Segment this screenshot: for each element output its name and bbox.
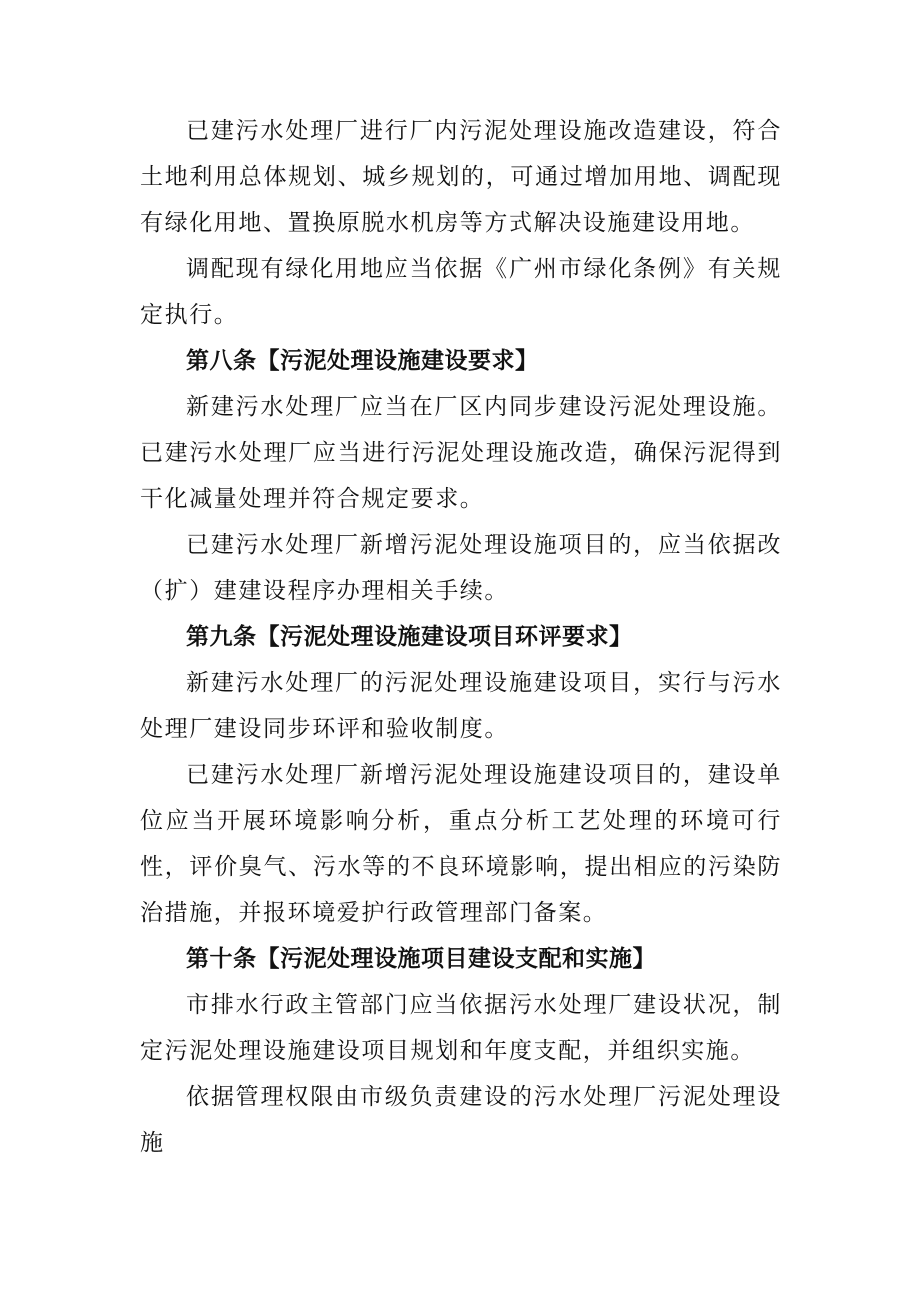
paragraph-greening-regulation: 调配现有绿化用地应当依据《广州市绿化条例》有关规定执行。 (140, 256, 782, 328)
paragraph-expansion-procedure: 已建污水处理厂新增污泥处理设施项目的，应当依据改（扩）建建设程序办理相关手续。 (140, 532, 782, 604)
article-10-heading: 第十条【污泥处理设施项目建设支配和实施】 (186, 946, 656, 972)
paragraph-eia-new-plant: 新建污水处理厂的污泥处理设施建设项目，实行与污水处理厂建设同步环评和验收制度。 (140, 670, 782, 742)
paragraph-eia-existing-plant: 已建污水处理厂新增污泥处理设施建设项目的，建设单位应当开展环境影响分析，重点分析工艺处理的环境可行性，评价臭气、污水等的不良环境影响，提出相应的污染防治措施，并报环境爱护行政管理部门备案。 (140, 762, 782, 926)
document-page (140, 108, 782, 1166)
paragraph-management-authority: 依据管理权限由市级负责建设的污水处理厂污泥处理设施 (140, 1084, 782, 1156)
paragraph-new-plant-requirement: 新建污水处理厂应当在厂区内同步建设污泥处理设施。已建污水处理厂应当进行污泥处理设施改造，确保污泥得到干化减量处理并符合规定要求。 (140, 394, 782, 512)
paragraph-land-use: 已建污水处理厂进行厂内污泥处理设施改造建设，符合土地利用总体规划、城乡规划的，可通过增加用地、调配现有绿化用地、置换原脱水机房等方式解决设施建设用地。 (140, 118, 782, 236)
paragraph-annual-plan: 市排水行政主管部门应当依据污水处理厂建设状况，制定污泥处理设施建设项目规划和年度支配，并组织实施。 (140, 992, 782, 1064)
article-9-heading: 第九条【污泥处理设施建设项目环评要求】 (186, 624, 633, 650)
article-8-heading: 第八条【污泥处理设施建设要求】 (186, 348, 539, 374)
